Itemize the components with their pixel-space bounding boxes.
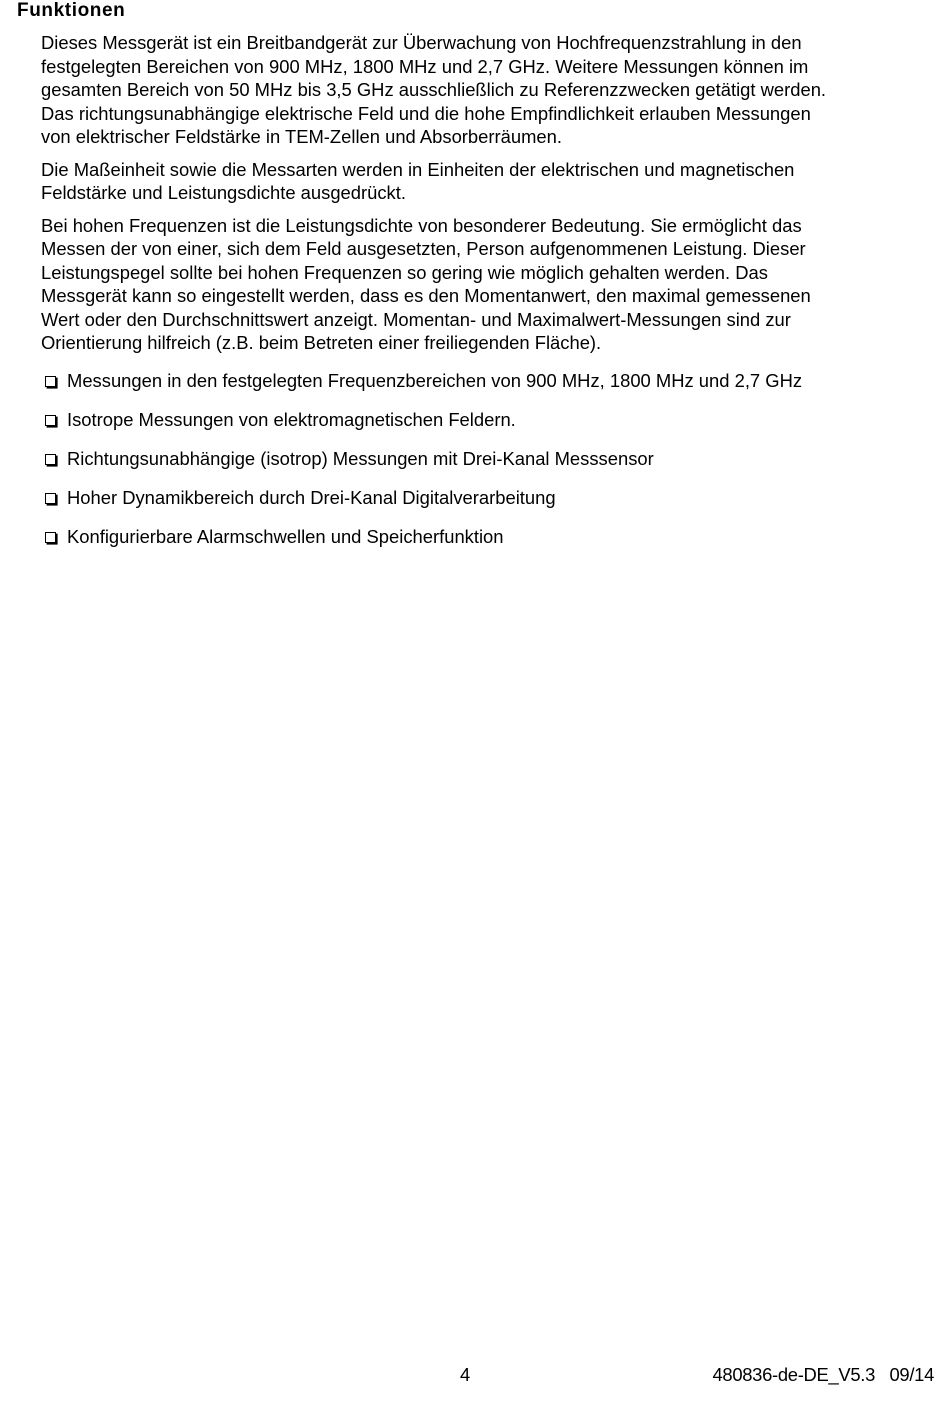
paragraph-line: Orientierung hilfreich (z.B. beim Betreten einer freiliegenden Fläche). (41, 332, 602, 353)
paragraph-line: Wert oder den Durchschnittswert anzeigt. Momentan- und Maximalwert-Messungen sind zur (41, 308, 791, 330)
checkbox-icon (45, 532, 56, 543)
feature-text: Konfigurierbare Alarmschwellen und Speicherfunktion (67, 525, 504, 547)
paragraph-line: Leistungspegel sollte bei hohen Frequenzen so gering wie möglich gehalten werden. Das (41, 261, 768, 283)
checkbox-icon (45, 493, 56, 504)
paragraph-line: Messen der von einer, sich dem Feld ausgesetzten, Person aufgenommenen Leistung. Dieser (41, 238, 806, 259)
feature-text: Isotrope Messungen von elektromagnetischen Feldern. (67, 408, 516, 430)
feature-list-item (41, 408, 921, 431)
feature-list (41, 369, 921, 548)
feature-text: Richtungsunabhängige (isotrop) Messungen mit Drei-Kanal Messsensor (67, 447, 654, 469)
paragraph-power-density (41, 214, 921, 355)
feature-text: Messungen in den festgelegten Frequenzbereichen von 900 MHz, 1800 MHz und 2,7 GHz (67, 369, 803, 391)
section-heading: Funktionen (17, 0, 126, 21)
checkbox-icon (45, 415, 56, 426)
paragraph-line: Messgerät kann so eingestellt werden, dass es den Momentanwert, den maximal gemessenen (41, 285, 811, 306)
paragraph-line: Die Maßeinheit sowie die Messarten werden in Einheiten der elektrischen und magnetischen (41, 158, 795, 180)
page-number: 4 (460, 1364, 471, 1385)
paragraph-units (41, 158, 921, 205)
paragraph-line: festgelegten Bereichen von 900 MHz, 1800 MHz und 2,7 GHz. Weitere Messungen können im (41, 55, 809, 77)
feature-list-item (41, 447, 921, 470)
paragraph-line: gesamten Bereich von 50 MHz bis 3,5 GHz ausschließlich zu Referenzzwecken getätigt werden. (41, 79, 827, 100)
paragraph-line: von elektrischer Feldstärke in TEM-Zellen und Absorberräumen. (41, 126, 562, 147)
paragraph-line: Bei hohen Frequenzen ist die Leistungsdichte von besonderer Bedeutung. Sie ermöglicht das (41, 214, 802, 236)
feature-list-item (41, 486, 921, 509)
paragraph-line: Das richtungsunabhängige elektrische Feld und die hohe Empfindlichkeit erlauben Messungen (41, 102, 811, 124)
checkbox-icon (45, 376, 56, 387)
feature-text: Hoher Dynamikbereich durch Drei-Kanal Digitalverarbeitung (67, 486, 556, 508)
paragraph-line: Dieses Messgerät ist ein Breitbandgerät zur Überwachung von Hochfrequenzstrahlung in den (41, 32, 802, 53)
checkbox-icon (45, 454, 56, 465)
main-content (41, 31, 921, 548)
document-id: 480836-de-DE_V5.3 09/14 (712, 1364, 934, 1385)
feature-list-item (41, 369, 921, 392)
paragraph-intro (41, 31, 921, 149)
paragraph-line: Feldstärke und Leistungsdichte ausgedrückt. (41, 182, 406, 203)
feature-list-item (41, 525, 921, 548)
